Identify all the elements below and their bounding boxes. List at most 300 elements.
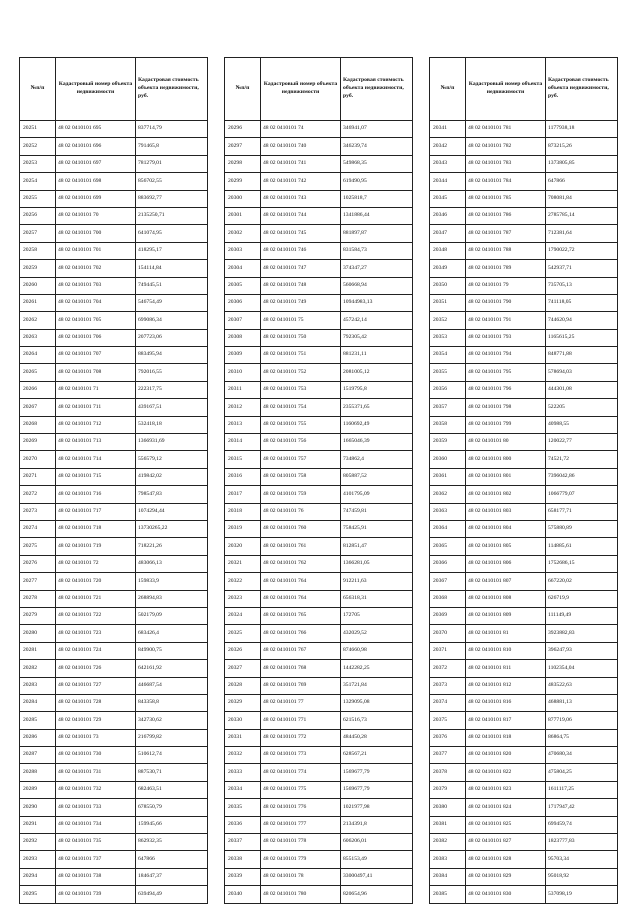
cadastral-value: 546754,49 xyxy=(136,294,208,311)
cadastral-value: 647866 xyxy=(136,851,208,868)
header-value: Кадастровая стоимость объекта недвижимости, руб. xyxy=(341,58,413,121)
table-row xyxy=(430,190,618,207)
table-row xyxy=(225,538,413,555)
table-row xyxy=(225,607,413,624)
table-row xyxy=(225,834,413,851)
cadastral-value: 2785785,14 xyxy=(546,207,618,224)
cadastral-value: 639494,49 xyxy=(136,886,208,903)
row-number: 20372 xyxy=(430,660,466,677)
row-number: 20352 xyxy=(430,312,466,329)
cadastral-number: 48 02 0410101 803 xyxy=(466,503,546,520)
cadastral-number: 48 02 0410101 81 xyxy=(466,625,546,642)
table-row xyxy=(20,434,208,451)
table-row xyxy=(20,886,208,903)
cadastral-number: 48 02 0410101 817 xyxy=(466,712,546,729)
row-number: 20366 xyxy=(430,555,466,572)
cadastral-number: 48 02 0410101 699 xyxy=(56,190,136,207)
row-number: 20348 xyxy=(430,242,466,259)
table-row xyxy=(430,538,618,555)
row-number: 20329 xyxy=(225,694,261,711)
cadastral-value: 2135250,71 xyxy=(136,207,208,224)
row-number: 20307 xyxy=(225,312,261,329)
row-number: 20355 xyxy=(430,364,466,381)
table-row xyxy=(225,781,413,798)
cadastral-value: 628567,21 xyxy=(341,747,413,764)
row-number: 20272 xyxy=(20,486,56,503)
cadastral-value: 877719,06 xyxy=(546,712,618,729)
table-row xyxy=(20,555,208,572)
cadastral-number: 48 02 0410101 790 xyxy=(466,294,546,311)
row-number: 20357 xyxy=(430,399,466,416)
table-row xyxy=(20,242,208,259)
cadastral-number: 48 02 0410101 782 xyxy=(466,138,546,155)
cadastral-value: 1569677,79 xyxy=(341,781,413,798)
cadastral-number: 48 02 0410101 788 xyxy=(466,242,546,259)
table-row xyxy=(225,225,413,242)
cadastral-number: 48 02 0410101 767 xyxy=(261,642,341,659)
cadastral-number: 48 02 0410101 705 xyxy=(56,312,136,329)
header-num: №п/п xyxy=(430,58,466,121)
cadastral-number: 48 02 0410101 748 xyxy=(261,277,341,294)
row-number: 20368 xyxy=(430,590,466,607)
header-cadastral: Кадастровый номер объекта недвижимости xyxy=(261,58,341,121)
cadastral-value: 522205 xyxy=(546,399,618,416)
cadastral-value: 3923882,83 xyxy=(546,625,618,642)
cadastral-value: 216799,82 xyxy=(136,729,208,746)
cadastral-value: 862932,35 xyxy=(136,834,208,851)
table-row xyxy=(20,364,208,381)
row-number: 20273 xyxy=(20,503,56,520)
cadastral-value: 647866 xyxy=(546,173,618,190)
cadastral-value: 532418,18 xyxy=(136,416,208,433)
table-row xyxy=(225,312,413,329)
row-number: 20306 xyxy=(225,294,261,311)
row-number: 20371 xyxy=(430,642,466,659)
table-row xyxy=(225,660,413,677)
table-row xyxy=(225,486,413,503)
table-row xyxy=(20,451,208,468)
row-number: 20362 xyxy=(430,486,466,503)
cadastral-value: 873215,26 xyxy=(546,138,618,155)
cadastral-number: 48 02 0410101 764 xyxy=(261,590,341,607)
table-row xyxy=(430,816,618,833)
cadastral-value: 619490,95 xyxy=(341,173,413,190)
row-number: 20340 xyxy=(225,886,261,903)
cadastral-number: 48 02 0410101 830 xyxy=(466,886,546,903)
row-number: 20354 xyxy=(430,347,466,364)
header-value: Кадастровая стоимость объекта недвижимости, руб. xyxy=(546,58,618,121)
row-number: 20380 xyxy=(430,799,466,816)
table-row xyxy=(20,138,208,155)
row-number: 20349 xyxy=(430,260,466,277)
cadastral-number: 48 02 0410101 794 xyxy=(466,347,546,364)
cadastral-value: 699459,74 xyxy=(546,816,618,833)
cadastral-number: 48 02 0410101 741 xyxy=(261,155,341,172)
table-row xyxy=(430,503,618,520)
cadastral-number: 48 02 0410101 827 xyxy=(466,834,546,851)
row-number: 20252 xyxy=(20,138,56,155)
cadastral-value: 792305,42 xyxy=(341,329,413,346)
row-number: 20292 xyxy=(20,834,56,851)
cadastral-number: 48 02 0410101 708 xyxy=(56,364,136,381)
cadastral-value: 484450,28 xyxy=(341,729,413,746)
table-row xyxy=(20,799,208,816)
table-row xyxy=(20,834,208,851)
cadastral-value: 120022,77 xyxy=(546,434,618,451)
table-row xyxy=(225,138,413,155)
cadastral-number: 48 02 0410101 77 xyxy=(261,694,341,711)
cadastral-number: 48 02 0410101 804 xyxy=(466,520,546,537)
cadastral-value: 758425,91 xyxy=(341,520,413,537)
row-number: 20275 xyxy=(20,538,56,555)
table-row xyxy=(430,799,618,816)
row-number: 20299 xyxy=(225,173,261,190)
cadastral-number: 48 02 0410101 798 xyxy=(466,399,546,416)
cadastral-value: 483066,13 xyxy=(136,555,208,572)
cadastral-value: 856702,55 xyxy=(136,173,208,190)
row-number: 20382 xyxy=(430,834,466,851)
table-row xyxy=(430,207,618,224)
table-row xyxy=(20,190,208,207)
cadastral-table-1 xyxy=(19,57,208,904)
cadastral-number: 48 02 0410101 76 xyxy=(261,503,341,520)
cadastral-number: 48 02 0410101 728 xyxy=(56,694,136,711)
row-number: 20342 xyxy=(430,138,466,155)
cadastral-number: 48 02 0410101 769 xyxy=(261,677,341,694)
table-row xyxy=(225,207,413,224)
table-row xyxy=(20,868,208,885)
table-row xyxy=(430,590,618,607)
cadastral-value: 446687,54 xyxy=(136,677,208,694)
row-number: 20322 xyxy=(225,573,261,590)
row-number: 20280 xyxy=(20,625,56,642)
row-number: 20290 xyxy=(20,799,56,816)
cadastral-number: 48 02 0410101 739 xyxy=(56,886,136,903)
table-row xyxy=(20,851,208,868)
cadastral-value: 432029,52 xyxy=(341,625,413,642)
cadastral-value: 1165615,25 xyxy=(546,329,618,346)
cadastral-value: 626719,9 xyxy=(546,590,618,607)
cadastral-number: 48 02 0410101 771 xyxy=(261,712,341,729)
row-number: 20332 xyxy=(225,747,261,764)
cadastral-number: 48 02 0410101 776 xyxy=(261,799,341,816)
row-number: 20383 xyxy=(430,851,466,868)
cadastral-number: 48 02 0410101 783 xyxy=(466,155,546,172)
cadastral-number: 48 02 0410101 698 xyxy=(56,173,136,190)
row-number: 20263 xyxy=(20,329,56,346)
row-number: 20267 xyxy=(20,399,56,416)
cadastral-number: 48 02 0410101 762 xyxy=(261,555,341,572)
cadastral-value: 542937,71 xyxy=(546,260,618,277)
cadastral-value: 95703,34 xyxy=(546,851,618,868)
cadastral-value: 207723,06 xyxy=(136,329,208,346)
row-number: 20325 xyxy=(225,625,261,642)
cadastral-number: 48 02 0410101 703 xyxy=(56,277,136,294)
cadastral-number: 48 02 0410101 722 xyxy=(56,607,136,624)
cadastral-number: 48 02 0410101 744 xyxy=(261,207,341,224)
cadastral-number: 48 02 0410101 806 xyxy=(466,555,546,572)
table-row xyxy=(20,694,208,711)
row-number: 20365 xyxy=(430,538,466,555)
table-row xyxy=(225,294,413,311)
cadastral-value: 439167,51 xyxy=(136,399,208,416)
cadastral-number: 48 02 0410101 784 xyxy=(466,173,546,190)
row-number: 20361 xyxy=(430,468,466,485)
cadastral-number: 48 02 0410101 706 xyxy=(56,329,136,346)
row-number: 20346 xyxy=(430,207,466,224)
table-row xyxy=(20,155,208,172)
table-row xyxy=(430,399,618,416)
row-number: 20256 xyxy=(20,207,56,224)
row-number: 20324 xyxy=(225,607,261,624)
cadastral-number: 48 02 0410101 753 xyxy=(261,381,341,398)
row-number: 20333 xyxy=(225,764,261,781)
cadastral-number: 48 02 0410101 775 xyxy=(261,781,341,798)
table-row xyxy=(430,625,618,642)
table-row xyxy=(430,677,618,694)
table-row xyxy=(430,834,618,851)
row-number: 20284 xyxy=(20,694,56,711)
row-number: 20289 xyxy=(20,781,56,798)
cadastral-number: 48 02 0410101 738 xyxy=(56,868,136,885)
row-number: 20257 xyxy=(20,225,56,242)
row-number: 20375 xyxy=(430,712,466,729)
row-number: 20255 xyxy=(20,190,56,207)
row-number: 20265 xyxy=(20,364,56,381)
cadastral-value: 159945,66 xyxy=(136,816,208,833)
cadastral-number: 48 02 0410101 751 xyxy=(261,347,341,364)
cadastral-number: 48 02 0410101 717 xyxy=(56,503,136,520)
table-row xyxy=(20,468,208,485)
header-row xyxy=(20,58,208,121)
cadastral-number: 48 02 0410101 812 xyxy=(466,677,546,694)
cadastral-number: 48 02 0410101 745 xyxy=(261,225,341,242)
row-number: 20282 xyxy=(20,660,56,677)
cadastral-value: 222317,75 xyxy=(136,381,208,398)
table-row xyxy=(225,868,413,885)
row-number: 20281 xyxy=(20,642,56,659)
cadastral-number: 48 02 0410101 758 xyxy=(261,468,341,485)
cadastral-value: 735705,13 xyxy=(546,277,618,294)
cadastral-number: 48 02 0410101 764 xyxy=(261,573,341,590)
cadastral-value: 658177,71 xyxy=(546,503,618,520)
cadastral-value: 792016,55 xyxy=(136,364,208,381)
row-number: 20385 xyxy=(430,886,466,903)
cadastral-value: 154114,84 xyxy=(136,260,208,277)
table-row xyxy=(225,381,413,398)
table-row xyxy=(225,694,413,711)
table-row xyxy=(225,416,413,433)
cadastral-number: 48 02 0410101 791 xyxy=(466,312,546,329)
cadastral-number: 48 02 0410101 712 xyxy=(56,416,136,433)
cadastral-number: 48 02 0410101 750 xyxy=(261,329,341,346)
cadastral-number: 48 02 0410101 796 xyxy=(466,381,546,398)
cadastral-number: 48 02 0410101 71 xyxy=(56,381,136,398)
row-number: 20337 xyxy=(225,834,261,851)
table-row xyxy=(430,573,618,590)
row-number: 20360 xyxy=(430,451,466,468)
cadastral-number: 48 02 0410101 749 xyxy=(261,294,341,311)
row-number: 20367 xyxy=(430,573,466,590)
cadastral-value: 1329095,08 xyxy=(341,694,413,711)
row-number: 20338 xyxy=(225,851,261,868)
cadastral-value: 837714,79 xyxy=(136,121,208,138)
cadastral-value: 883692,77 xyxy=(136,190,208,207)
cadastral-number: 48 02 0410101 740 xyxy=(261,138,341,155)
cadastral-number: 48 02 0410101 756 xyxy=(261,434,341,451)
cadastral-number: 48 02 0410101 822 xyxy=(466,764,546,781)
table-row xyxy=(20,486,208,503)
cadastral-value: 887530,71 xyxy=(136,764,208,781)
cadastral-number: 48 02 0410101 73 xyxy=(56,729,136,746)
cadastral-number: 48 02 0410101 74 xyxy=(261,121,341,138)
row-number: 20341 xyxy=(430,121,466,138)
row-number: 20350 xyxy=(430,277,466,294)
cadastral-table-2 xyxy=(224,57,413,904)
cadastral-number: 48 02 0410101 800 xyxy=(466,451,546,468)
row-number: 20345 xyxy=(430,190,466,207)
row-number: 20318 xyxy=(225,503,261,520)
table-row xyxy=(430,277,618,294)
row-number: 20378 xyxy=(430,764,466,781)
row-number: 20303 xyxy=(225,242,261,259)
cadastral-number: 48 02 0410101 810 xyxy=(466,642,546,659)
cadastral-number: 48 02 0410101 79 xyxy=(466,277,546,294)
cadastral-value: 667220,02 xyxy=(546,573,618,590)
cadastral-value: 184647,37 xyxy=(136,868,208,885)
cadastral-value: 831584,73 xyxy=(341,242,413,259)
table-row xyxy=(430,381,618,398)
row-number: 20335 xyxy=(225,799,261,816)
cadastral-value: 510612,74 xyxy=(136,747,208,764)
row-number: 20315 xyxy=(225,451,261,468)
cadastral-number: 48 02 0410101 786 xyxy=(466,207,546,224)
cadastral-number: 48 02 0410101 707 xyxy=(56,347,136,364)
table-body xyxy=(225,121,413,904)
row-number: 20286 xyxy=(20,729,56,746)
table-row xyxy=(225,347,413,364)
cadastral-value: 1790022,72 xyxy=(546,242,618,259)
row-number: 20334 xyxy=(225,781,261,798)
cadastral-value: 483522,63 xyxy=(546,677,618,694)
row-number: 20347 xyxy=(430,225,466,242)
cadastral-value: 1177938,18 xyxy=(546,121,618,138)
row-number: 20317 xyxy=(225,486,261,503)
cadastral-value: 578694,03 xyxy=(546,364,618,381)
cadastral-value: 656318,31 xyxy=(341,590,413,607)
cadastral-number: 48 02 0410101 696 xyxy=(56,138,136,155)
cadastral-value: 4101795,09 xyxy=(341,486,413,503)
cadastral-number: 48 02 0410101 829 xyxy=(466,868,546,885)
table-row xyxy=(430,868,618,885)
table-row xyxy=(225,886,413,903)
cadastral-number: 48 02 0410101 735 xyxy=(56,834,136,851)
cadastral-number: 48 02 0410101 765 xyxy=(261,607,341,624)
cadastral-number: 48 02 0410101 75 xyxy=(261,312,341,329)
table-row xyxy=(20,747,208,764)
row-number: 20319 xyxy=(225,520,261,537)
cadastral-number: 48 02 0410101 808 xyxy=(466,590,546,607)
cadastral-number: 48 02 0410101 809 xyxy=(466,607,546,624)
cadastral-number: 48 02 0410101 795 xyxy=(466,364,546,381)
table-row xyxy=(20,625,208,642)
table-row xyxy=(430,451,618,468)
cadastral-number: 48 02 0410101 766 xyxy=(261,625,341,642)
cadastral-number: 48 02 0410101 732 xyxy=(56,781,136,798)
cadastral-number: 48 02 0410101 737 xyxy=(56,851,136,868)
cadastral-value: 699086,34 xyxy=(136,312,208,329)
table-row xyxy=(430,520,618,537)
table-row xyxy=(20,347,208,364)
table-row xyxy=(225,625,413,642)
cadastral-value: 881897,87 xyxy=(341,225,413,242)
row-number: 20369 xyxy=(430,607,466,624)
table-row xyxy=(430,155,618,172)
row-number: 20377 xyxy=(430,747,466,764)
row-number: 20258 xyxy=(20,242,56,259)
cadastral-value: 1569677,79 xyxy=(341,764,413,781)
cadastral-value: 1366931,69 xyxy=(136,434,208,451)
table-row xyxy=(20,642,208,659)
cadastral-value: 883495,94 xyxy=(136,347,208,364)
row-number: 20358 xyxy=(430,416,466,433)
table-row xyxy=(225,816,413,833)
table-row xyxy=(225,329,413,346)
row-number: 20261 xyxy=(20,294,56,311)
row-number: 20373 xyxy=(430,677,466,694)
table-row xyxy=(225,260,413,277)
cadastral-number: 48 02 0410101 80 xyxy=(466,434,546,451)
cadastral-number: 48 02 0410101 716 xyxy=(56,486,136,503)
cadastral-value: 683426,4 xyxy=(136,625,208,642)
table-row xyxy=(430,555,618,572)
cadastral-value: 1066779,07 xyxy=(546,486,618,503)
cadastral-value: 1102354,04 xyxy=(546,660,618,677)
table-row xyxy=(225,399,413,416)
cadastral-value: 560668,94 xyxy=(341,277,413,294)
cadastral-number: 48 02 0410101 825 xyxy=(466,816,546,833)
row-number: 20314 xyxy=(225,434,261,451)
cadastral-number: 48 02 0410101 777 xyxy=(261,816,341,833)
cadastral-number: 48 02 0410101 746 xyxy=(261,242,341,259)
table-row xyxy=(20,399,208,416)
cadastral-value: 111149,49 xyxy=(546,607,618,624)
table-row xyxy=(225,364,413,381)
table-row xyxy=(20,294,208,311)
table-row xyxy=(225,434,413,451)
table-row xyxy=(430,729,618,746)
cadastral-number: 48 02 0410101 761 xyxy=(261,538,341,555)
row-number: 20271 xyxy=(20,468,56,485)
cadastral-table-3 xyxy=(429,57,618,904)
row-number: 20351 xyxy=(430,294,466,311)
cadastral-number: 48 02 0410101 820 xyxy=(466,747,546,764)
row-number: 20310 xyxy=(225,364,261,381)
table-row xyxy=(20,416,208,433)
row-number: 20283 xyxy=(20,677,56,694)
table-row xyxy=(20,538,208,555)
cadastral-number: 48 02 0410101 752 xyxy=(261,364,341,381)
cadastral-number: 48 02 0410101 747 xyxy=(261,260,341,277)
cadastral-value: 749445,51 xyxy=(136,277,208,294)
cadastral-value: 575880,89 xyxy=(546,520,618,537)
row-number: 20330 xyxy=(225,712,261,729)
cadastral-number: 48 02 0410101 824 xyxy=(466,799,546,816)
cadastral-value: 1366281,05 xyxy=(341,555,413,572)
row-number: 20370 xyxy=(430,625,466,642)
table-row xyxy=(430,434,618,451)
cadastral-number: 48 02 0410101 715 xyxy=(56,468,136,485)
